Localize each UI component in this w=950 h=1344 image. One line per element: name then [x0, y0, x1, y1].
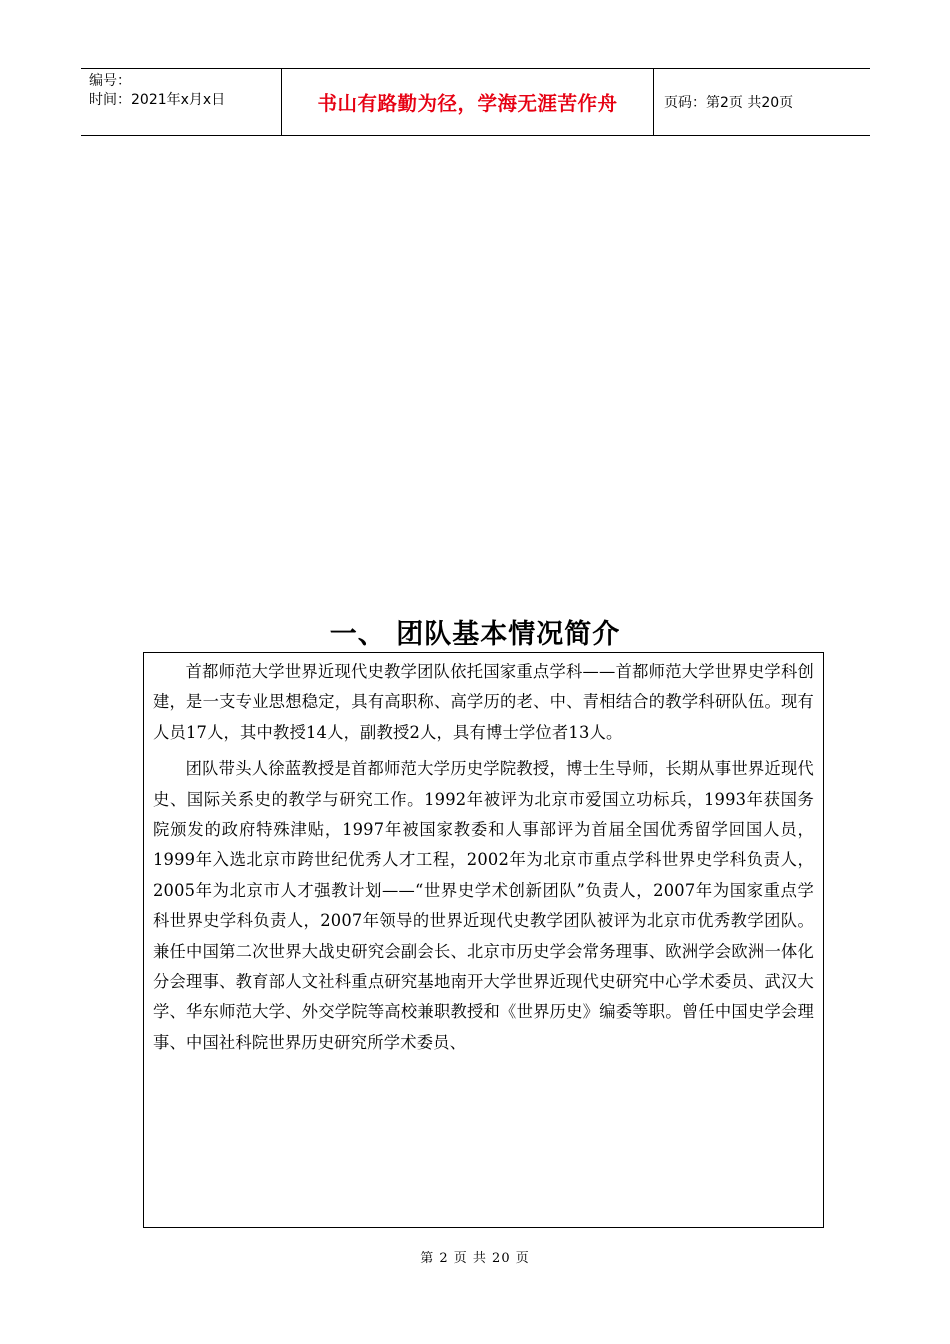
- time-label: 时间：2021年x月x日: [89, 92, 226, 108]
- section-title: 一、 团队基本情况简介: [329, 619, 621, 650]
- header-motto: 书山有路勤为径，学海无涯苦作舟: [281, 69, 654, 135]
- code-label: 编号：: [89, 73, 131, 89]
- page-footer: 第 2 页 共 20 页: [420, 1251, 530, 1266]
- page-header: [81, 68, 870, 136]
- content-box: [143, 652, 824, 1228]
- header-page-info: 页码：第2页 共20页: [664, 95, 794, 111]
- paragraph-2: 团队带头人徐蓝教授是首都师范大学历史学院教授，博士生导师，长期从事世界近现代史、国际关系史的教学与研究工作。1992年被评为北京市爱国立功标兵，1993年获国务院颁发的政府特殊津贴，1997年被国家教委和人事部评为首届全国优秀留学回国人员，1999年入选北京市跨世纪优秀人才工程，2002年为北京市重点学科世界史学科负责人，2005年为北京市人才强教计划——“世界史学术创新团队”负责人，2007年为国家重点学科世界史学科负责人，2007年领导的世界近现代史教学团队被评为北京市优秀教学团队。兼任中国第二次世界大战史研究会副会长、北京市历史学会常务理事、欧洲学会欧洲一体化分会理事、教育部人文社科重点研究基地南开大学世界近现代史研究中心学术委员、武汉大学、华东师范大学、外交学院等高校兼职教授和《世界历史》编委等职。曾任中国史学会理事、中国社科院世界历史研究所学术委员、: [153, 759, 814, 1052]
- paragraph-1: 首都师范大学世界近现代史教学团队依托国家重点学科——首都师范大学世界史学科创建，是一支专业思想稳定，具有高职称、高学历的老、中、青相结合的教学科研队伍。现有人员17人，其中教授14人，副教授2人，具有博士学位者13人。: [153, 662, 814, 742]
- header-meta: [81, 69, 281, 135]
